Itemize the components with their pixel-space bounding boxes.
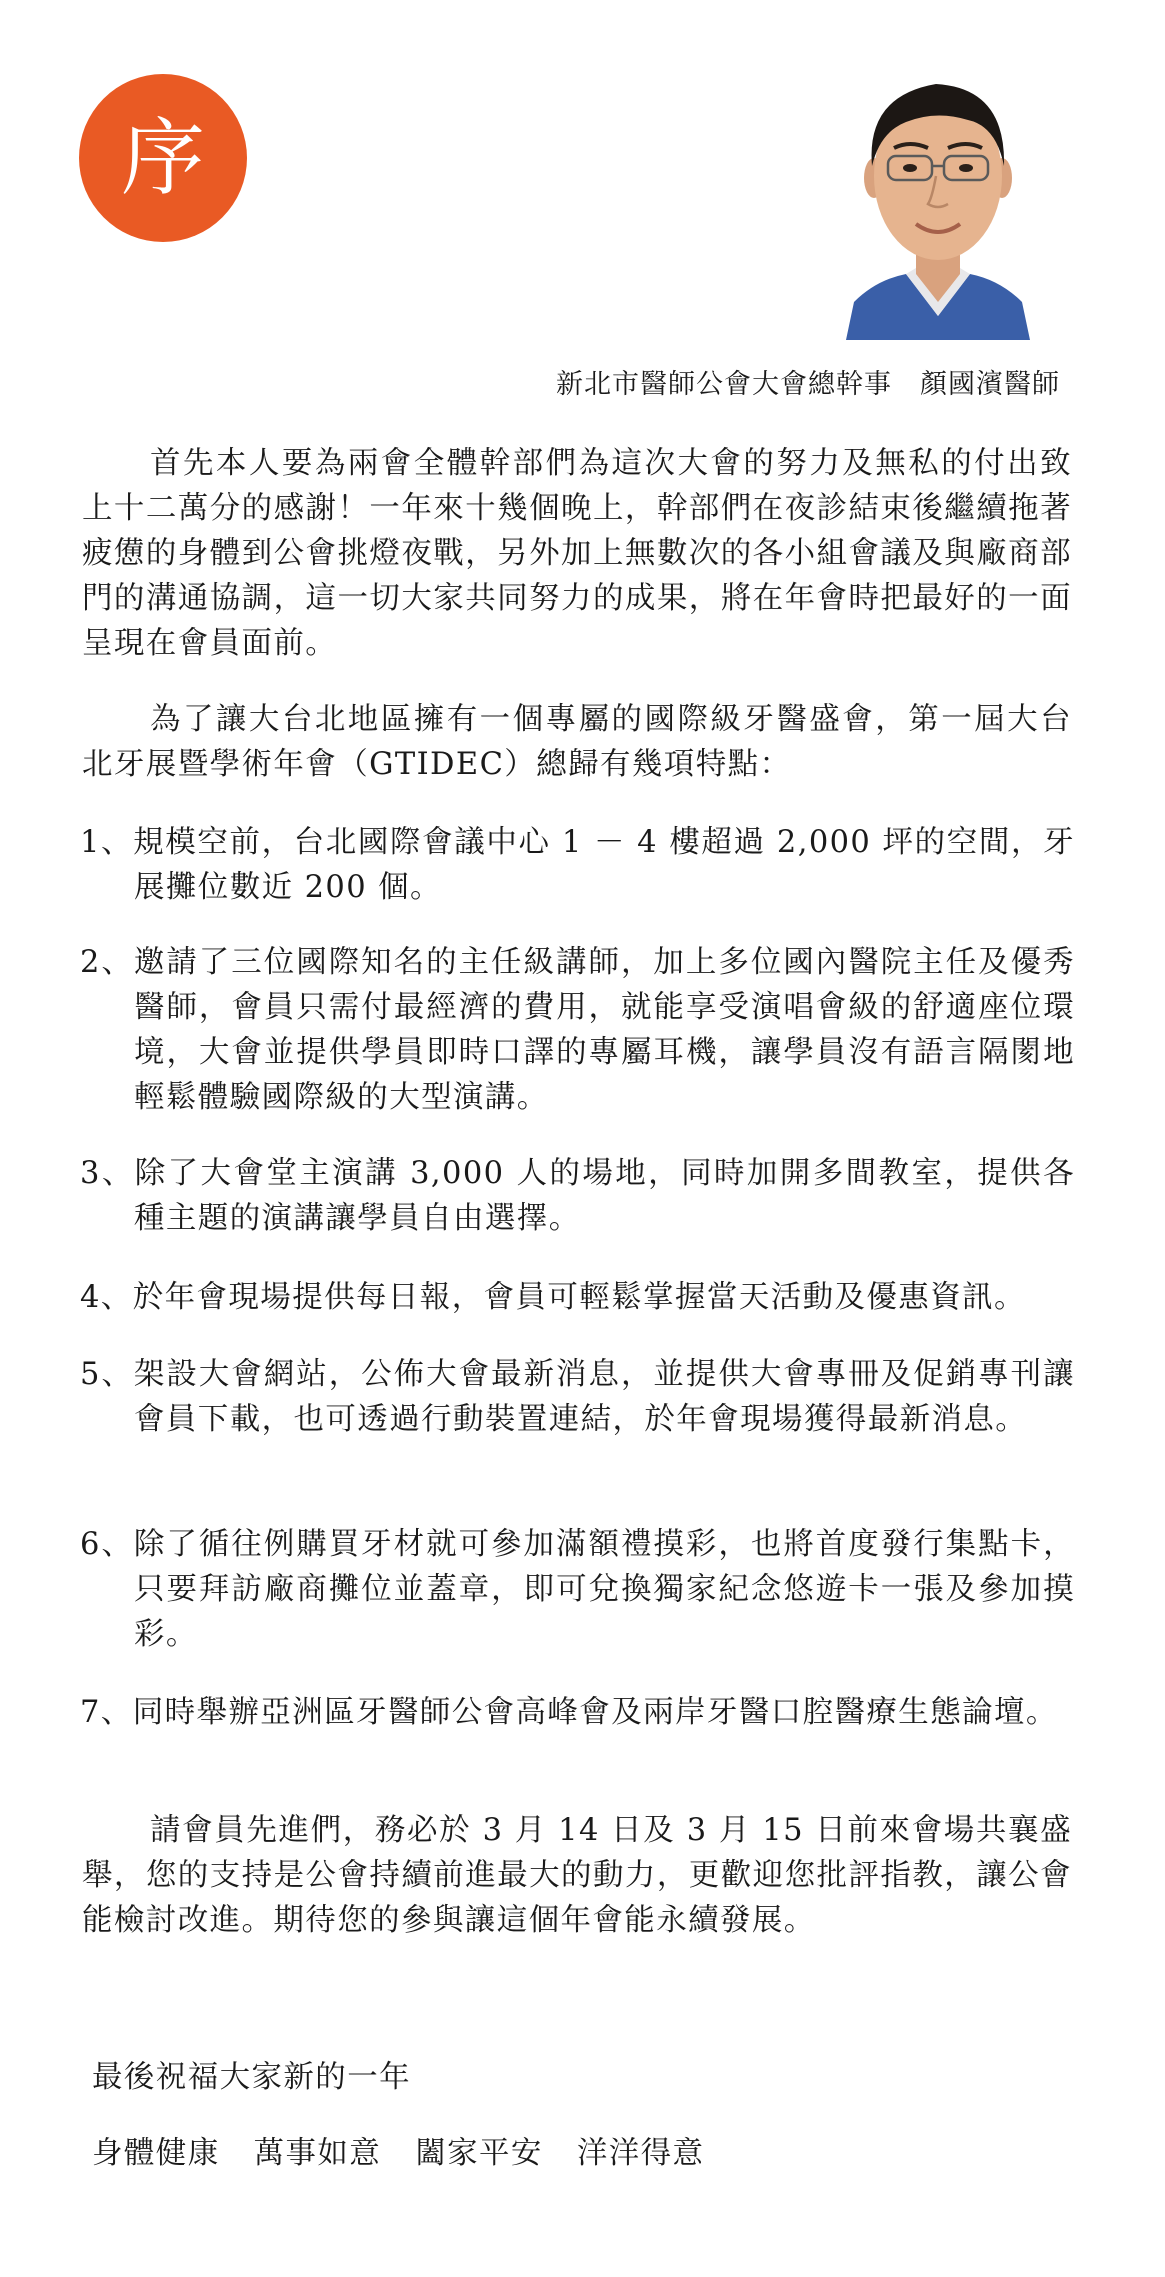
author-title: 新北市醫師公會大會總幹事 bbox=[556, 369, 892, 400]
badge-label: 序 bbox=[120, 109, 205, 207]
feature-item: 2、邀請了三位國際知名的主任級講師，加上多位國內醫院主任及優秀醫師，會員只需付最經濟的費用，就能享受演唱會級的舒適座位環境，大會並提供學員即時口譯的專屬耳機，讓學員沒有語言隔閡地輕鬆體驗國際級的大型演講。 bbox=[80, 945, 1075, 1115]
feature-item: 6、除了循往例購買牙材就可參加滿額禮摸彩，也將首度發行集點卡，只要拜訪廠商攤位並蓋章，即可兌換獨家紀念悠遊卡一張及參加摸彩。 bbox=[80, 1527, 1075, 1652]
appeal-paragraph: 請會員先進們，務必於 3 月 14 日及 3 月 15 日前來會場共襄盛舉，您的支持是公會持續前進最大的動力，更歡迎您批評指教，讓公會能檢討改進。期待您的參與讓這個年會能永續發展。 bbox=[82, 1813, 1072, 1938]
feature-item: 7、同時舉辦亞洲區牙醫師公會高峰會及兩岸牙醫口腔醫療生態論壇。 bbox=[80, 1695, 1058, 1730]
intro-paragraph: 首先本人要為兩會全體幹部們為這次大會的努力及無私的付出致上十二萬分的感謝！一年來十幾個晚上，幹部們在夜診結束後繼續拖著疲憊的身體到公會挑燈夜戰，另外加上無數次的各小組會議及與廠商部門的溝通協調，這一切大家共同努力的成果，將在年會時把最好的一面呈現在會員面前。 bbox=[82, 446, 1072, 661]
feature-item: 4、於年會現場提供每日報，會員可輕鬆掌握當天活動及優惠資訊。 bbox=[80, 1280, 1026, 1315]
feature-item: 3、除了大會堂主演講 3,000 人的場地，同時加開多間教室，提供各種主題的演講讓學員自由選擇。 bbox=[80, 1156, 1075, 1236]
author-name: 顏國濱醫師 bbox=[920, 369, 1060, 400]
section-badge bbox=[79, 74, 247, 242]
wish-item: 闔家平安 bbox=[415, 2136, 543, 2171]
author-portrait bbox=[836, 66, 1040, 340]
features-intro-paragraph: 為了讓大台北地區擁有一個專屬的國際級牙醫盛會，第一屆大台北牙展暨學術年會（GTIDEC）總歸有幾項特點： bbox=[82, 702, 1072, 782]
wish-item: 萬事如意 bbox=[253, 2136, 382, 2171]
closing-wishes bbox=[92, 2128, 704, 2172]
feature-item: 1、規模空前，台北國際會議中心 1 － 4 樓超過 2,000 坪的空間，牙展攤位數近 200 個。 bbox=[80, 825, 1075, 905]
feature-item: 5、架設大會網站，公佈大會最新消息，並提供大會專冊及促銷專刊讓會員下載，也可透過行動裝置連結，於年會現場獲得最新消息。 bbox=[80, 1357, 1075, 1437]
wish-item: 身體健康 bbox=[92, 2136, 220, 2171]
author-byline bbox=[540, 362, 1060, 401]
wish-item: 洋洋得意 bbox=[576, 2136, 705, 2171]
closing-line: 最後祝福大家新的一年 bbox=[92, 2060, 411, 2095]
